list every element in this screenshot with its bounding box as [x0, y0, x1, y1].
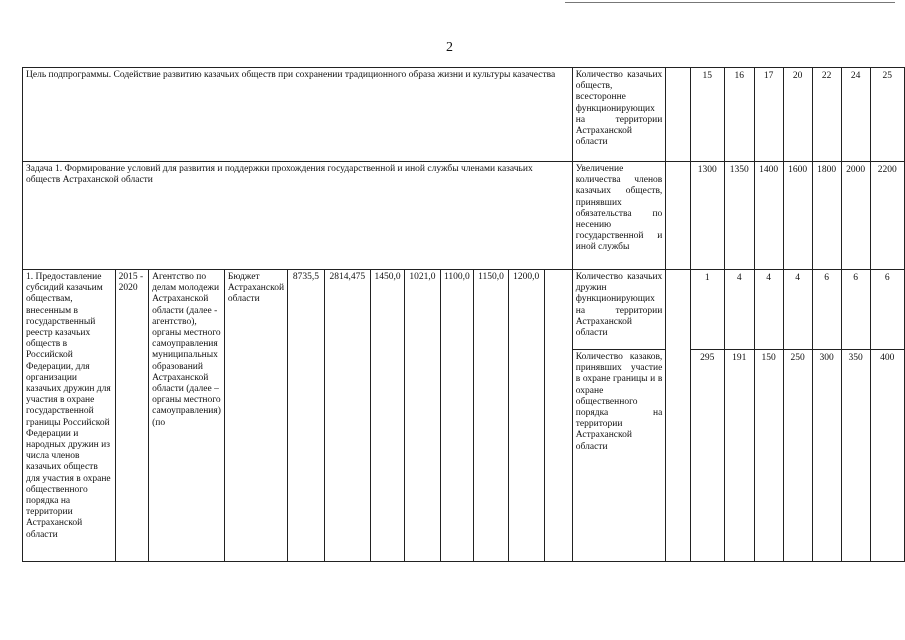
goal-value: 22 — [812, 68, 841, 162]
activity-blank-cell — [544, 270, 572, 562]
activity-executor: Агентство по делам молодежи Астраханской области (далее - агентство), органы местного самоуправления муниципальных образований Астраханской области (далее – органы местного самоуправления) (по — [149, 270, 225, 562]
funding-year-value: 2814,475 — [324, 270, 370, 562]
indicator-kazaki: Количество казаков, принявших участие в охране границы и в охране общественного порядка на территории Астраханской области — [572, 350, 666, 562]
goal-text: Цель подпрограммы. Содействие развитию казачьих обществ при сохранении традиционного образа жизни и культуры казачества — [23, 68, 573, 162]
druzhiny-value: 4 — [754, 270, 783, 350]
druzhiny-value: 4 — [783, 270, 812, 350]
goal-value: 25 — [870, 68, 904, 162]
kazaki-value: 350 — [841, 350, 870, 562]
kazaki-value: 295 — [690, 350, 724, 562]
task-value: 1400 — [754, 162, 783, 270]
goal-indicator: Количество казачьих обществ, всесторонне функционирующих на территории Астраханской области — [572, 68, 666, 162]
kazaki-value: 300 — [812, 350, 841, 562]
task-blank-cell — [666, 162, 690, 270]
goal-value: 16 — [724, 68, 754, 162]
indicator-druzhiny: Количество казачьих дружин функционирующих на территории Астраханской области — [572, 270, 666, 350]
funding-year-value: 1200,0 — [508, 270, 544, 562]
goal-value: 17 — [754, 68, 783, 162]
activity-name: 1. Предоставление субсидий казачьим обществам, внесенным в государственный реестр казачьих обществ в Российской Федерации, для организации казачьих дружин для участия в охране государственной границы Российской Федерации и народных дружин из числа членов казачьих обществ для участия в охране общественного порядка на территории Астраханской области — [23, 270, 116, 562]
druzhiny-value: 6 — [870, 270, 904, 350]
druzhiny-value: 6 — [841, 270, 870, 350]
task-value: 1800 — [812, 162, 841, 270]
goal-blank-cell — [666, 68, 690, 162]
druzhiny-value: 6 — [812, 270, 841, 350]
kazaki-value: 250 — [783, 350, 812, 562]
kazaki-value: 400 — [870, 350, 904, 562]
task-value: 1350 — [724, 162, 754, 270]
funding-total: 8735,5 — [288, 270, 325, 562]
funding-year-value: 1021,0 — [405, 270, 440, 562]
activity-indicator-blank-cell — [666, 270, 690, 562]
program-table — [22, 67, 905, 562]
activity-row — [23, 270, 905, 350]
task-value: 2000 — [841, 162, 870, 270]
kazaki-value: 150 — [754, 350, 783, 562]
goal-value: 15 — [690, 68, 724, 162]
goal-value: 24 — [841, 68, 870, 162]
druzhiny-value: 4 — [724, 270, 754, 350]
goal-value: 20 — [783, 68, 812, 162]
kazaki-value: 191 — [724, 350, 754, 562]
funding-year-value: 1450,0 — [370, 270, 405, 562]
page-number: 2 — [446, 40, 453, 55]
task-value: 1600 — [783, 162, 812, 270]
task-text: Задача 1. Формирование условий для развития и поддержки прохождения государственной и иной службы членами казачьих обществ Астраханской области — [23, 162, 573, 270]
activity-funding-source: Бюджет Астраханской области — [224, 270, 287, 562]
task-value: 1300 — [690, 162, 724, 270]
task-indicator: Увеличение количества членов казачьих обществ, принявших обязательства по несению государственной и иной службы — [572, 162, 666, 270]
druzhiny-value: 1 — [690, 270, 724, 350]
funding-year-value: 1100,0 — [440, 270, 474, 562]
activity-period: 2015 - 2020 — [115, 270, 149, 562]
task-row — [23, 162, 905, 270]
funding-year-value: 1150,0 — [474, 270, 508, 562]
goal-row — [23, 68, 905, 162]
task-value: 2200 — [870, 162, 904, 270]
scan-top-line — [565, 2, 895, 3]
